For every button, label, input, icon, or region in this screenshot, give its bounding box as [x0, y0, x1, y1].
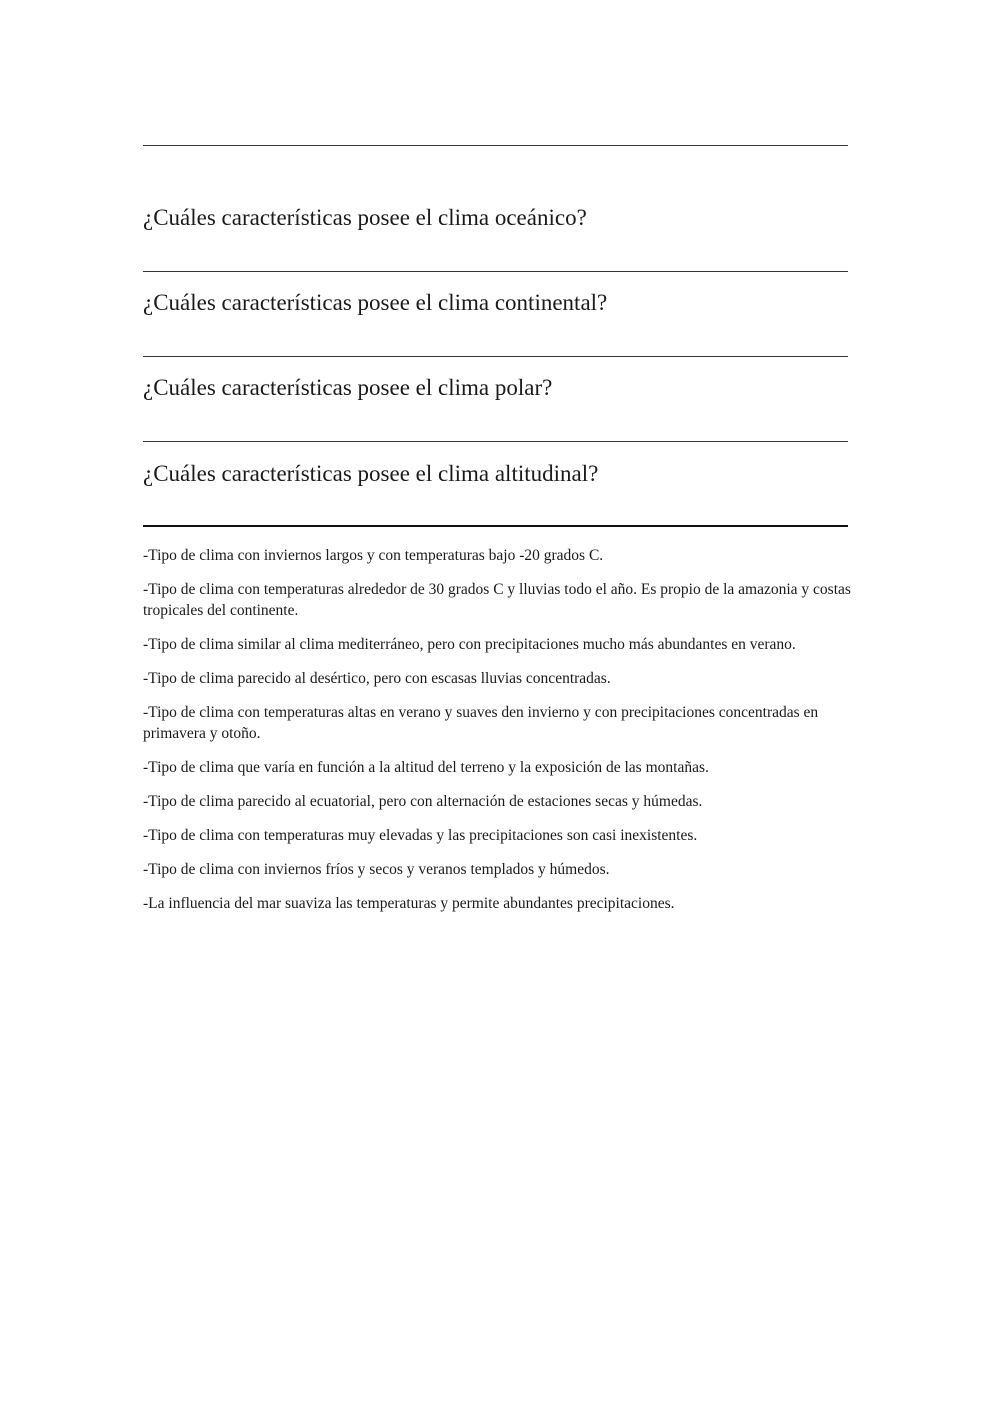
description-item: -Tipo de clima con temperaturas alrededor de 30 grados C y lluvias todo el año. Es propio de la amazonia y costas tropicales del continente. [143, 581, 851, 619]
description-item: -Tipo de clima con inviernos largos y con temperaturas bajo -20 grados C. [143, 547, 604, 564]
answer-line-polar [143, 441, 848, 442]
description-item: -Tipo de clima con temperaturas altas en verano y suaves den invierno y con precipitaciones concentradas en primavera y otoño. [143, 704, 819, 742]
description-item: -Tipo de clima que varía en función a la altitud del terreno y la exposición de las montañas. [143, 759, 709, 776]
question-altitudinal: ¿Cuáles características posee el clima altitudinal? [143, 461, 599, 486]
description-item: -Tipo de clima parecido al ecuatorial, pero con alternación de estaciones secas y húmedas. [143, 793, 703, 810]
answer-line-continental [143, 356, 848, 357]
description-item: -Tipo de clima con temperaturas muy elevadas y las precipitaciones son casi inexistentes. [143, 827, 698, 844]
answer-line-oceanic [143, 271, 848, 272]
answer-line-altitudinal [143, 525, 848, 527]
climate-descriptions-list [143, 545, 863, 927]
description-item: -La influencia del mar suaviza las temperaturas y permite abundantes precipitaciones. [143, 895, 675, 912]
description-item: -Tipo de clima parecido al desértico, pero con escasas lluvias concentradas. [143, 670, 611, 687]
description-item: -Tipo de clima con inviernos fríos y secos y veranos templados y húmedos. [143, 861, 610, 878]
description-item: -Tipo de clima similar al clima mediterráneo, pero con precipitaciones mucho más abundantes en verano. [143, 636, 796, 653]
answer-line [143, 145, 848, 146]
question-continental: ¿Cuáles características posee el clima continental? [143, 290, 608, 315]
question-polar: ¿Cuáles características posee el clima polar? [143, 375, 553, 400]
question-oceanic: ¿Cuáles características posee el clima oceánico? [143, 205, 587, 230]
